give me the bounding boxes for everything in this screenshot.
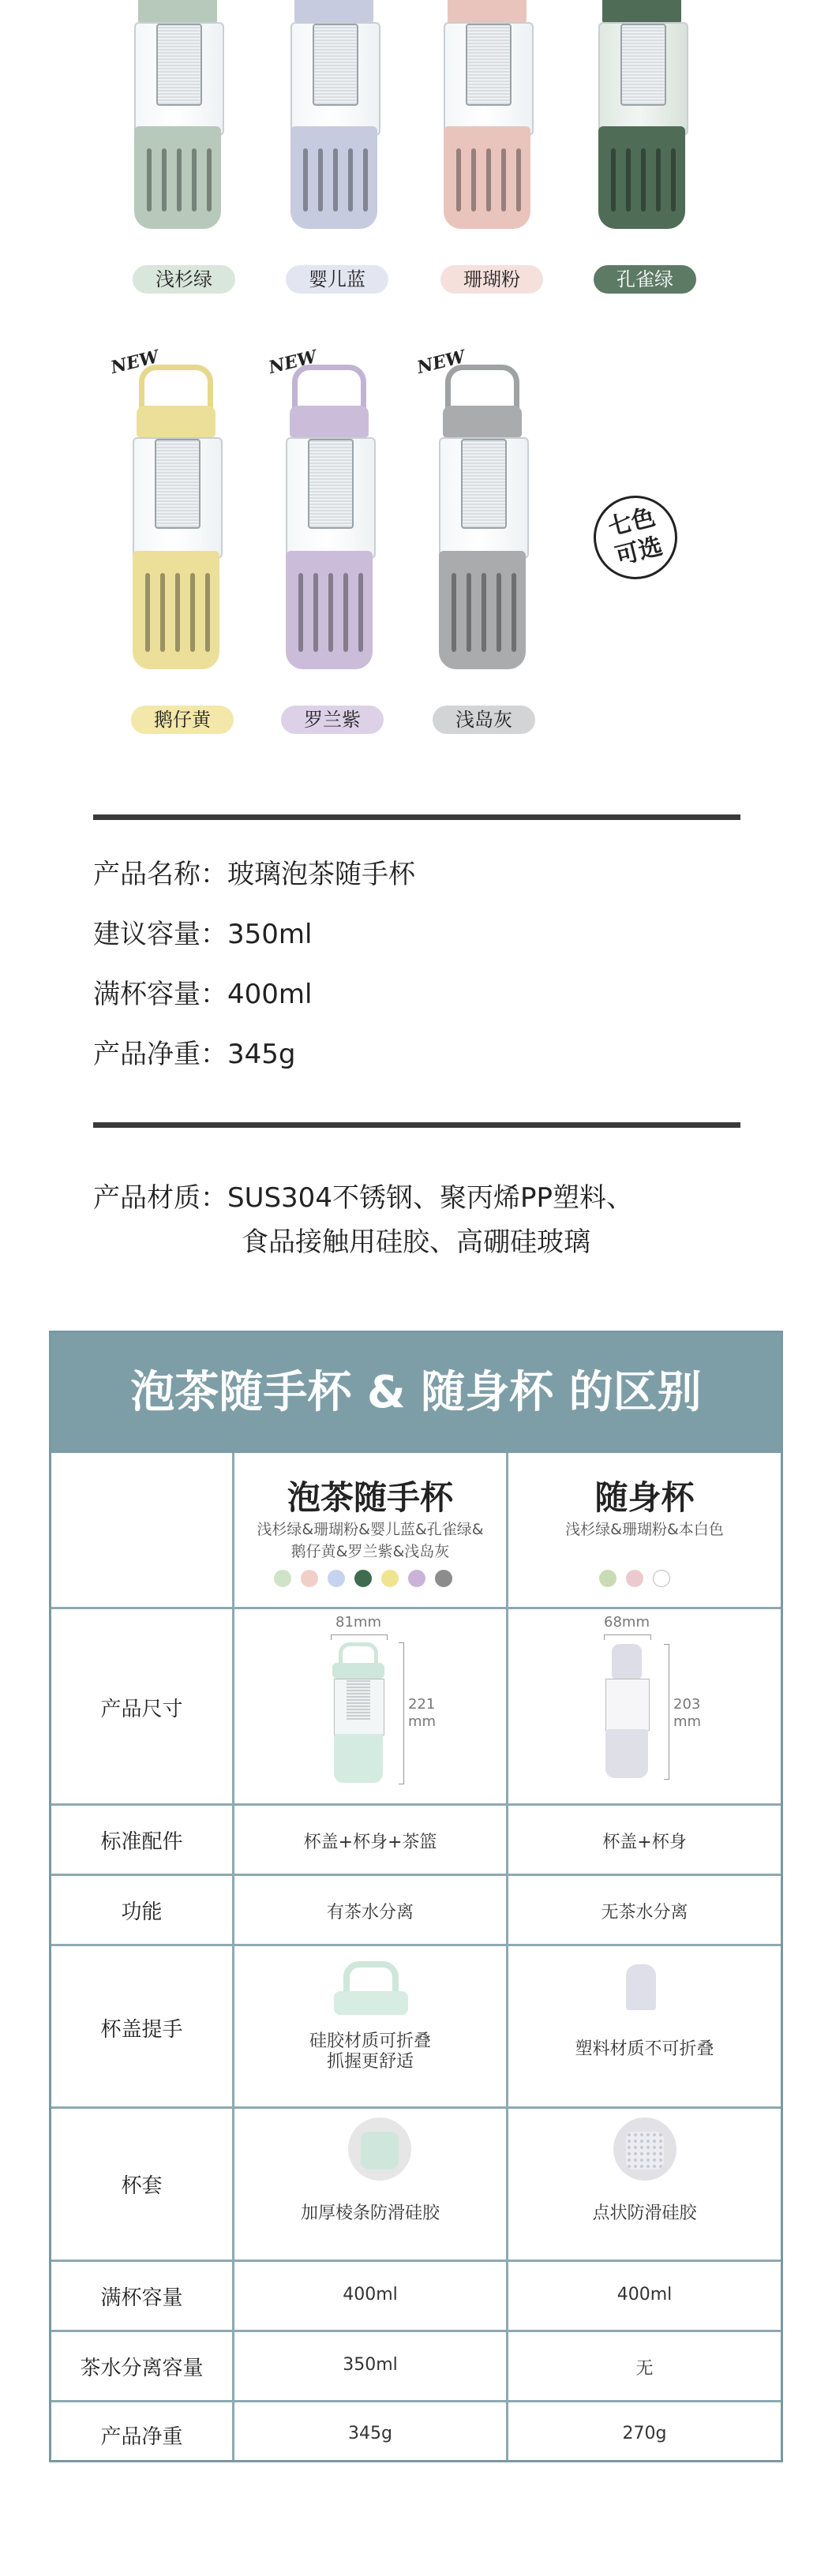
sleeve-rib	[497, 573, 501, 652]
row-divider	[51, 2330, 781, 2332]
function-col2: 无茶水分离	[601, 1903, 688, 1923]
bottle-5	[125, 365, 227, 696]
sleeve-rib	[671, 148, 676, 212]
color-dot	[354, 1570, 372, 1587]
cup-sleeve	[605, 1729, 648, 1778]
plastic-handle-image	[626, 1964, 656, 2010]
color-dot	[301, 1570, 318, 1587]
spec-net-weight	[93, 1032, 295, 1071]
color-label-3: 珊瑚粉	[440, 265, 543, 294]
sleeve-rib	[343, 573, 348, 652]
divider-bottom	[93, 1122, 740, 1128]
col1-name: 泡茶随手杯	[287, 1478, 453, 1517]
tea-infuser	[313, 24, 358, 106]
tea-infuser	[155, 439, 201, 529]
sleeve-rib	[147, 148, 152, 212]
bottle-4	[590, 0, 693, 260]
col1-colors-line2: 鹅仔黄&罗兰紫&浅岛灰	[290, 1543, 450, 1560]
tea-infuser	[308, 439, 354, 529]
sleeve-rib	[177, 148, 182, 212]
sleeve-rib	[641, 148, 646, 212]
color-dot	[381, 1570, 399, 1587]
bottle-sleeve	[439, 551, 526, 669]
sleeve-rib	[328, 573, 333, 652]
bottle-2	[283, 0, 385, 260]
sleeve-rib	[333, 148, 338, 212]
sleeve-rib	[516, 148, 521, 212]
col-divider	[506, 1453, 508, 2460]
cup-sleeve	[334, 1734, 383, 1783]
height-dimension: 203	[673, 1696, 701, 1713]
sleeve-rib	[175, 573, 180, 652]
bottle-cap	[290, 406, 369, 437]
bottle-cap	[443, 406, 522, 437]
row-label-lid-handle: 杯盖提手	[100, 2018, 183, 2042]
sleeve-rib	[192, 148, 197, 212]
stamp-line-1: 七色	[605, 503, 658, 542]
color-label-4: 孔雀绿	[594, 265, 696, 294]
bottle-1	[126, 0, 229, 260]
height-bracket	[399, 1642, 404, 1784]
cup-handle	[339, 1642, 378, 1664]
cup-lid	[612, 1644, 642, 1679]
sleeve-rib	[482, 573, 486, 652]
sleeve-rib	[467, 573, 471, 652]
col-divider	[232, 1453, 234, 2460]
height-unit: mm	[408, 1713, 437, 1730]
row-divider	[51, 1607, 781, 1609]
height-unit: mm	[673, 1713, 702, 1730]
sleeve-rib	[205, 573, 210, 652]
net-weight-col1: 345g	[348, 2424, 392, 2443]
spec-name	[93, 852, 415, 891]
row-divider	[51, 1944, 781, 1946]
width-bracket	[604, 1634, 651, 1640]
color-dot	[328, 1570, 345, 1587]
color-label-5: 鹅仔黄	[131, 706, 234, 734]
color-dot	[274, 1570, 291, 1587]
bottle-sleeve	[290, 126, 377, 229]
cup-lid	[332, 1663, 384, 1679]
divider-top	[93, 814, 740, 820]
new-tag: NEW	[108, 346, 161, 379]
row-divider	[51, 2106, 781, 2109]
row-divider	[51, 2400, 781, 2402]
spec-label: 产品净重：	[93, 1039, 227, 1070]
spec-suggested-capacity	[93, 912, 312, 951]
row-label-sleeve: 杯套	[121, 2174, 163, 2198]
sleeve-rib	[452, 573, 456, 652]
sleeve-rib	[656, 148, 661, 212]
sleeve-rib	[501, 148, 506, 212]
bottle-sleeve	[133, 551, 219, 669]
color-dot	[435, 1570, 452, 1587]
bottle-handle	[445, 365, 519, 409]
separation-capacity-col2: 无	[635, 2359, 654, 2379]
spec-full-capacity	[93, 972, 312, 1011]
width-bracket	[331, 1634, 388, 1640]
col2-name: 随身杯	[594, 1478, 695, 1517]
color-dot	[626, 1570, 643, 1587]
color-label-7: 浅岛灰	[433, 706, 535, 734]
col2-colors: 浅杉绿&珊瑚粉&本白色	[565, 1521, 724, 1538]
comparison-table	[49, 1331, 783, 2462]
sleeve-rib	[318, 148, 323, 212]
bottle-cap	[448, 0, 527, 24]
sleeve-rib	[162, 148, 167, 212]
bottle-cap	[602, 0, 681, 24]
full-capacity-col1: 400ml	[343, 2285, 398, 2305]
bottle-handle	[292, 365, 366, 409]
table-title: 泡茶随手杯 & 随身杯 的区别	[51, 1333, 781, 1453]
bottle-cap	[294, 0, 373, 24]
spec-value: 345g	[227, 1039, 296, 1070]
bottle-handle	[139, 365, 213, 409]
height-bracket	[664, 1644, 669, 1780]
bottle-3	[436, 0, 538, 260]
sleeve-rib	[303, 148, 308, 212]
tea-infuser	[620, 24, 666, 106]
spec-value: 玻璃泡茶随手杯	[227, 859, 415, 890]
bottle-sleeve	[286, 551, 373, 669]
spec-label: 产品名称：	[93, 859, 227, 890]
row-divider	[51, 2260, 781, 2262]
sleeve-col2: 点状防滑硅胶	[592, 2203, 697, 2223]
sleeve-rib	[456, 148, 461, 212]
width-dimension: 68mm	[604, 1614, 650, 1631]
row-divider	[51, 1874, 781, 1876]
row-label-separation-capacity: 茶水分离容量	[80, 2357, 204, 2380]
net-weight-col2: 270g	[622, 2424, 667, 2443]
silicone-lid-image	[334, 1991, 408, 2015]
stamp-line-2: 可选	[613, 532, 665, 571]
seven-colors-stamp	[585, 487, 686, 588]
spec-label: 产品材质：	[93, 1182, 227, 1214]
sleeve-rib	[348, 148, 353, 212]
lid-handle-col1-line2: 抓握更舒适	[326, 2052, 414, 2072]
sleeve-col1: 加厚棱条防滑硅胶	[300, 2203, 440, 2223]
bottle-7	[431, 365, 534, 696]
silicone-sleeve-detail	[361, 2132, 399, 2170]
spec-value: 400ml	[227, 979, 313, 1010]
height-dimension: 221	[408, 1696, 436, 1713]
sleeve-rib	[145, 573, 150, 652]
accessories-col1: 杯盖+杯身+茶篮	[303, 1833, 437, 1852]
bottle-sleeve	[444, 126, 530, 229]
sleeve-rib	[298, 573, 303, 652]
bottle-sleeve	[598, 126, 685, 229]
sleeve-rib	[160, 573, 165, 652]
sleeve-rib	[207, 148, 212, 212]
dotted-sleeve-detail	[626, 2132, 664, 2170]
material-line-1: SUS304不锈钢、聚丙烯PP塑料、	[227, 1182, 633, 1214]
lid-handle-col2: 塑料材质不可折叠	[575, 2039, 714, 2059]
color-label-1: 浅杉绿	[133, 265, 235, 294]
row-label-net-weight: 产品净重	[100, 2425, 183, 2449]
bottle-sleeve	[134, 126, 221, 229]
color-dot	[653, 1570, 670, 1587]
spec-label: 满杯容量：	[93, 979, 227, 1010]
width-dimension: 81mm	[335, 1614, 381, 1631]
row-label-accessories: 标准配件	[100, 1830, 183, 1854]
row-divider	[51, 1803, 781, 1806]
tea-infuser	[461, 439, 507, 529]
full-capacity-col2: 400ml	[617, 2285, 673, 2305]
tea-infuser	[466, 24, 512, 106]
row-label-full-capacity: 满杯容量	[100, 2286, 183, 2310]
tea-infuser	[156, 24, 202, 106]
cup-infuser	[347, 1680, 370, 1720]
sleeve-rib	[486, 148, 491, 212]
row-label-function: 功能	[121, 1900, 163, 1924]
sleeve-rib	[512, 573, 516, 652]
color-label-6: 罗兰紫	[281, 706, 384, 734]
row-label-size: 产品尺寸	[100, 1698, 183, 1721]
accessories-col2: 杯盖+杯身	[602, 1833, 687, 1852]
col1-colors-line1: 浅杉绿&珊瑚粉&婴儿蓝&孔雀绿&	[257, 1521, 484, 1538]
cup-glass	[605, 1679, 650, 1731]
new-tag: NEW	[266, 346, 319, 379]
spec-value: 350ml	[227, 919, 313, 950]
material-line-2: 食品接触用硅胶、高硼硅玻璃	[242, 1226, 590, 1258]
new-tag: NEW	[414, 346, 467, 379]
color-dot	[599, 1570, 617, 1587]
color-label-2: 婴儿蓝	[286, 265, 388, 294]
sleeve-rib	[313, 573, 318, 652]
sleeve-rib	[190, 573, 195, 652]
sleeve-rib	[471, 148, 476, 212]
sleeve-rib	[626, 148, 631, 212]
sleeve-rib	[611, 148, 616, 212]
bottle-cap	[137, 406, 215, 437]
lid-handle-col1-line1: 硅胶材质可折叠	[309, 2031, 431, 2051]
color-dot	[408, 1570, 425, 1587]
spec-label: 建议容量：	[93, 919, 227, 950]
spec-material	[93, 1176, 633, 1215]
sleeve-rib	[363, 148, 368, 212]
function-col1: 有茶水分离	[326, 1903, 414, 1923]
separation-capacity-col1: 350ml	[343, 2355, 398, 2375]
spec-material-cont	[242, 1220, 590, 1259]
sleeve-rib	[358, 573, 363, 652]
silicone-handle-image	[343, 1961, 399, 1993]
bottle-6	[278, 365, 380, 696]
bottle-cap	[138, 0, 217, 24]
